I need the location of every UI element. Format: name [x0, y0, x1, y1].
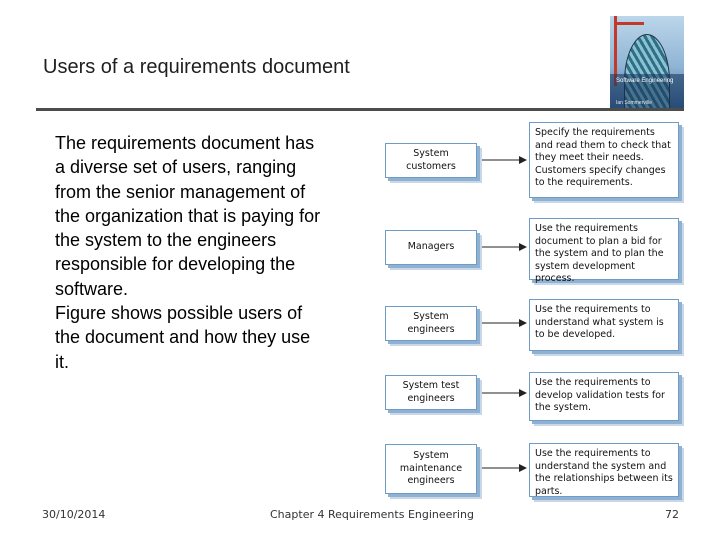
body-line: the organization that is paying for [55, 205, 321, 226]
user-label-line: Managers [407, 241, 455, 253]
slide-title: Users of a requirements document [43, 56, 350, 78]
body-line: The requirements document has [55, 133, 315, 153]
body-line: the system to the engineers [55, 230, 277, 251]
use-box-customers: Specify the requirements and read them to check that they meet their needs. Customers specify changes to the requirements. [529, 122, 679, 198]
user-label-line: engineers [407, 475, 455, 487]
cover-title: Software Engineering [616, 78, 674, 84]
use-box-maintenance-engineers: Use the requirements to understand the system and the relationships between its parts. [529, 443, 679, 497]
user-label-line: engineers [407, 392, 455, 404]
user-label-line: System test [402, 380, 460, 391]
user-box-system-engineers [385, 306, 477, 341]
use-box-managers: Use the requirements document to plan a bid for the system and to plan the system development process. [529, 218, 679, 280]
use-box-system-engineers: Use the requirements to understand what system is to be developed. [529, 299, 679, 351]
use-box-test-engineers: Use the requirements to develop validation tests for the system. [529, 372, 679, 421]
body-line: a diverse set of users, ranging [55, 157, 297, 178]
user-label-line: System [413, 311, 449, 322]
user-label-line: customers [406, 160, 456, 172]
cover-edition: Ian Sommerville [616, 100, 652, 106]
body-line: it. [55, 351, 70, 372]
body-line: software. [55, 278, 129, 299]
body-line: from the senior management of [55, 181, 306, 202]
user-label-line: maintenance [399, 462, 463, 474]
user-box-system-customers [385, 143, 477, 178]
user-box-system-maintenance-engineers [385, 444, 477, 494]
user-box-managers [385, 230, 477, 265]
body-line: responsible for developing the [55, 254, 296, 275]
user-label-line: System [413, 450, 449, 462]
user-box-system-test-engineers [385, 375, 477, 410]
footer-page-number: 72 [665, 508, 679, 521]
footer-chapter: Chapter 4 Requirements Engineering [270, 508, 474, 521]
user-label-line: System [413, 148, 449, 159]
user-label-line: engineers [407, 323, 455, 335]
body-line: Figure shows possible users of [55, 303, 303, 324]
footer-date: 30/10/2014 [42, 508, 106, 521]
body-line: the document and how they use [55, 327, 311, 348]
